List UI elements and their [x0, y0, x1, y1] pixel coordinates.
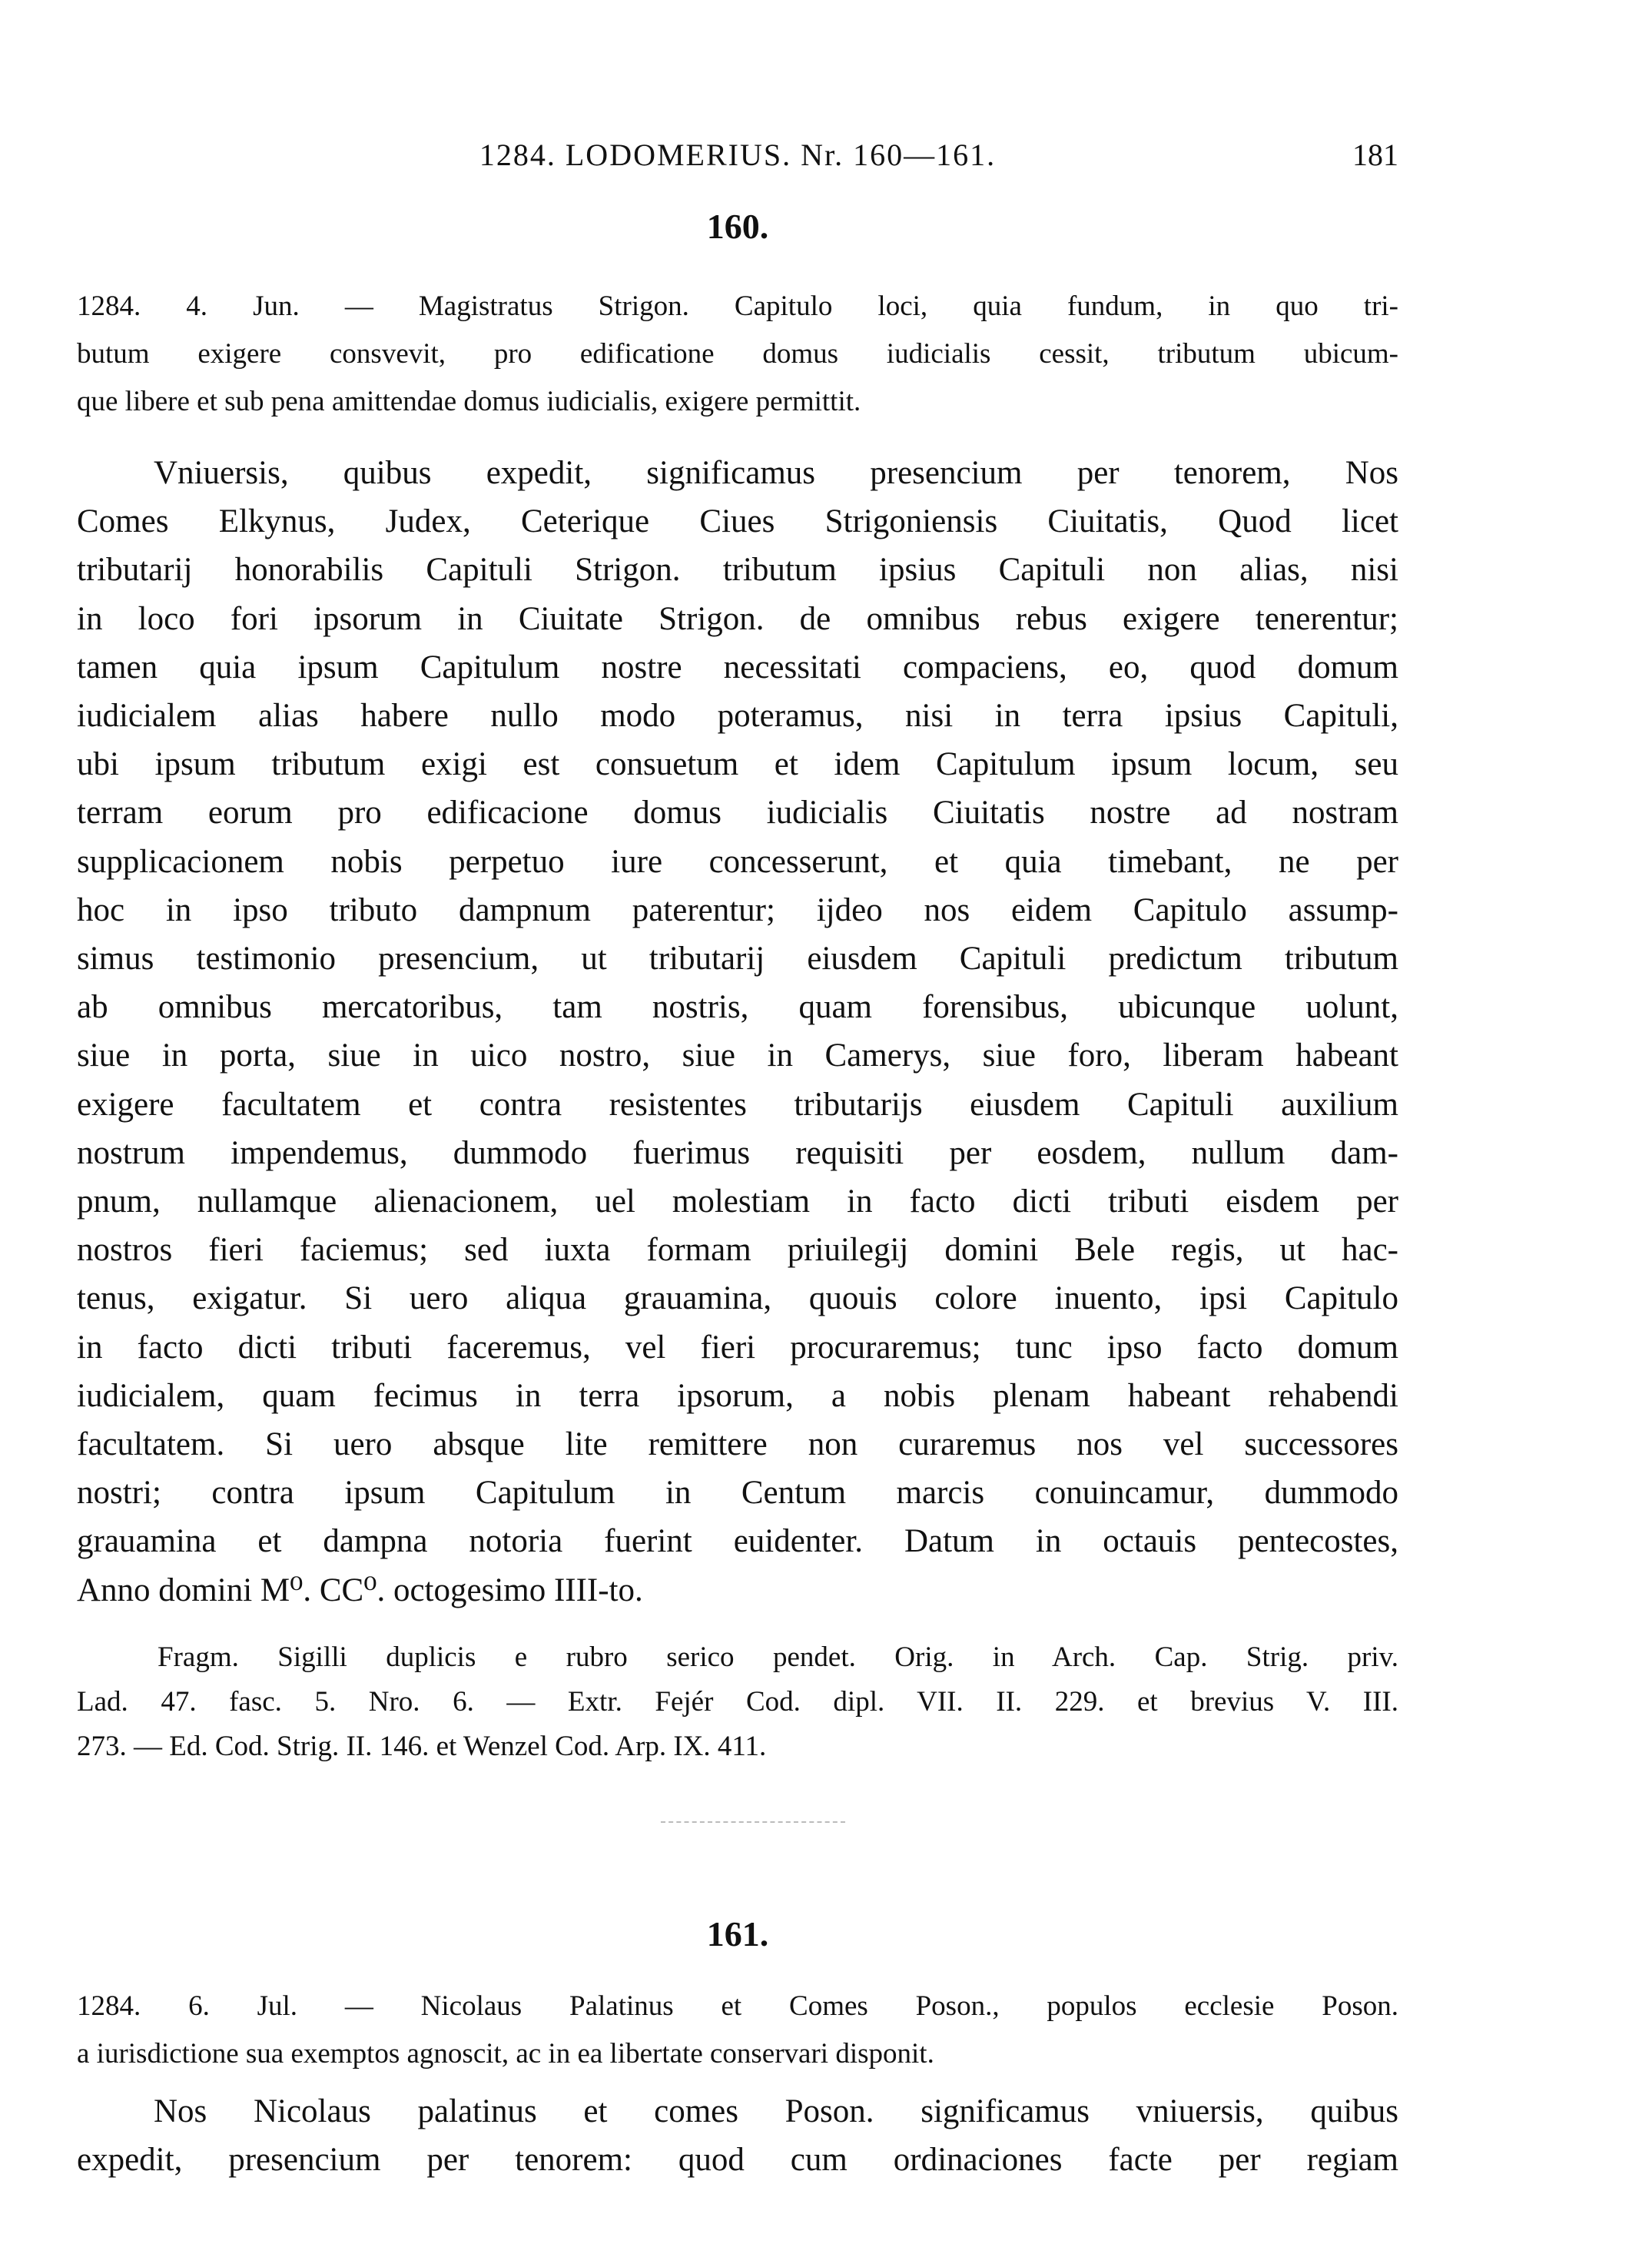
regest-line: butum exigere consvevit, pro edificatione domus iudicialis cessit, tributum ubicum- — [77, 338, 1398, 370]
page-number: 181 — [1352, 138, 1398, 172]
note-line: 273. — Ed. Cod. Strig. II. 146. et Wenzel Cod. Arp. IX. 411. — [77, 1731, 767, 1762]
text-line: terram eorum pro edificacione domus iudicialis Ciuitatis nostre ad nostram — [77, 795, 1398, 831]
text-line: nostri; contra ipsum Capitulum in Centum marcis conuincamur, dummodo — [77, 1475, 1398, 1512]
text-line: nostrum impendemus, dummodo fuerimus requisiti per eosdem, nullum dam- — [77, 1134, 1398, 1171]
source-note-160 — [77, 1635, 1398, 1769]
regest-line: 1284. 4. Jun. — Magistratus Strigon. Capitulo loci, quia fundum, in quo tri- — [77, 290, 1398, 322]
text-line: pnum, nullamque alienacionem, uel molestiam in facto dicti tributi eisdem per — [77, 1183, 1398, 1220]
text-line: nostros fieri faciemus; sed iuxta formam priuilegij domini Bele regis, ut hac- — [77, 1232, 1398, 1269]
running-head — [77, 137, 1398, 183]
text-line: siue in porta, siue in uico nostro, siue in Camerys, siue foro, liberam habeant — [77, 1037, 1398, 1074]
text-line: supplicacionem nobis perpetuo iure concesserunt, et quia timebant, ne per — [77, 843, 1398, 880]
regest-line: que libere et sub pena amittendae domus iudicialis, exigere permittit. — [77, 386, 861, 417]
text-line: simus testimonio presencium, ut tributarij eiusdem Capituli predictum tributum — [77, 941, 1398, 977]
regest-160 — [77, 283, 1398, 426]
text-line: ab omnibus mercatoribus, tam nostris, quam forensibus, ubicunque uolunt, — [77, 989, 1398, 1026]
note-line: Fragm. Sigilli duplicis e rubro serico pendet. Orig. in Arch. Cap. Strig. priv. — [158, 1641, 1398, 1673]
text-line: tributarij honorabilis Capituli Strigon. tributum ipsius Capituli non alias, nisi — [77, 552, 1398, 589]
text-line: tamen quia ipsum Capitulum nostre necessitati compaciens, eo, quod domum — [77, 649, 1398, 685]
text-line: exigere facultatem et contra resistentes tributarijs eiusdem Capituli auxilium — [77, 1086, 1398, 1123]
section-divider — [661, 1821, 845, 1823]
text-line: hoc in ipso tributo dampnum paterentur; ijdeo nos eidem Capitulo assump- — [77, 891, 1398, 928]
note-line: Lad. 47. fasc. 5. Nro. 6. — Extr. Fejér Cod. dipl. VII. II. 229. et brevius V. III. — [77, 1686, 1398, 1718]
regest-line: a iurisdictione sua exemptos agnoscit, ac in ea libertate conservari disponit. — [77, 2038, 934, 2070]
text-line: Vniuersis, quibus expedit, significamus presencium per tenorem, Nos — [154, 455, 1398, 491]
text-line: Nos Nicolaus palatinus et comes Poson. significamus vniuersis, quibus — [154, 2093, 1398, 2129]
document-number-161: 161. — [706, 1914, 769, 1953]
running-head-title: 1284. LODOMERIUS. Nr. 160—161. — [479, 138, 997, 172]
text-line: grauamina et dampna notoria fuerint euidenter. Datum in octauis pentecostes, — [77, 1523, 1398, 1560]
text-line: iudicialem alias habere nullo modo poteramus, nisi in terra ipsius Capituli, — [77, 698, 1398, 735]
regest-line: 1284. 6. Jul. — Nicolaus Palatinus et Comes Poson., populos ecclesie Poson. — [77, 1990, 1398, 2022]
text-line: iudicialem, quam fecimus in terra ipsorum, a nobis plenam habeant rehabendi — [77, 1377, 1398, 1414]
document-number-160: 160. — [706, 207, 769, 246]
text-line: tenus, exigatur. Si uero aliqua grauamina, quouis colore inuento, ipsi Capitulo — [77, 1280, 1398, 1317]
text-line: in loco fori ipsorum in Ciuitate Strigon. de omnibus rebus exigere tenerentur; — [77, 600, 1398, 637]
text-line: ubi ipsum tributum exigi est consuetum et idem Capitulum ipsum locum, seu — [77, 746, 1398, 783]
text-line: Anno domini M⁰. CC⁰. octogesimo IIII-to. — [77, 1572, 643, 1608]
text-line: in facto dicti tributi faceremus, vel fieri procuraremus; tunc ipso facto domum — [77, 1329, 1398, 1366]
text-line: expedit, presencium per tenorem: quod cum ordinaciones facte per regiam — [77, 2142, 1398, 2179]
regest-161 — [77, 1983, 1398, 2078]
charter-text-161 — [77, 2087, 1398, 2184]
text-line: facultatem. Si uero absque lite remittere non curaremus nos vel successores — [77, 1426, 1398, 1463]
charter-text-160 — [77, 449, 1398, 1615]
text-line: Comes Elkynus, Judex, Ceterique Ciues Strigoniensis Ciuitatis, Quod licet — [77, 503, 1398, 540]
